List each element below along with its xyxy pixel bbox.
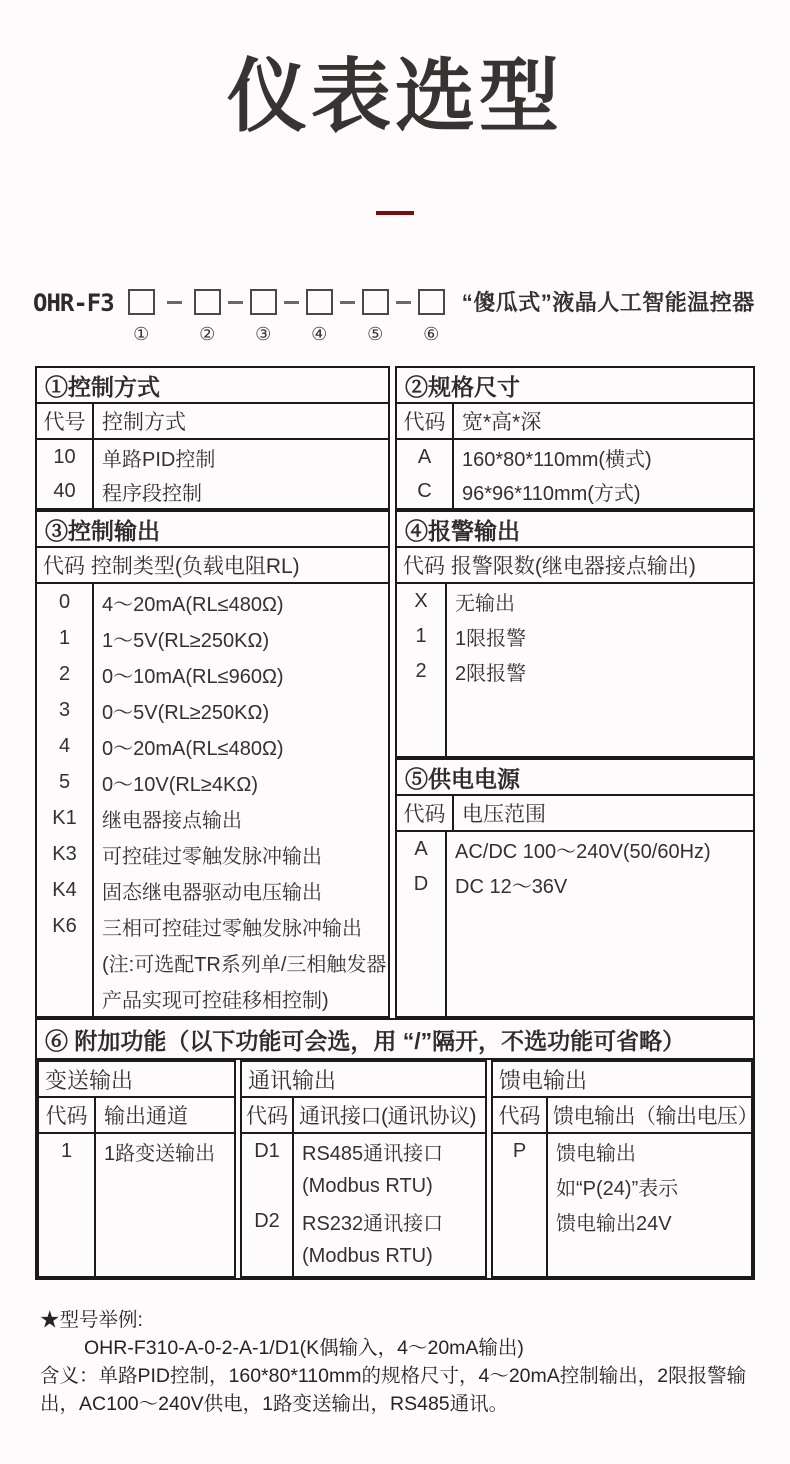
position-label-4: ④: [311, 324, 328, 344]
model-digit-box-5: [362, 289, 389, 315]
row-desc: 1～5V(RL≥250KΩ): [102, 629, 270, 652]
model-prefix: OHR-F3: [33, 289, 114, 317]
position-label-5: ⑤: [367, 324, 384, 344]
desc-column-header: 宽*高*深: [462, 411, 542, 434]
section-size-spec: [395, 366, 755, 510]
row-desc: 如“P(24)”表示: [556, 1178, 679, 1200]
code-column-header: 代码: [493, 1098, 548, 1132]
dash-separator: [228, 301, 243, 304]
model-digit-box-4: [306, 289, 333, 315]
section-3-rows: [37, 584, 388, 1016]
desc-column: [454, 440, 753, 508]
row-code: C: [417, 479, 432, 502]
row-desc: (Modbus RTU): [302, 1175, 433, 1197]
section-1-column-headers: [37, 404, 388, 440]
row-desc: 0～5V(RL≥250KΩ): [102, 701, 270, 724]
section-power-supply: [395, 758, 755, 1018]
group-title: 变送输出: [39, 1062, 234, 1098]
desc-column: [447, 832, 753, 1016]
section-4-title: ④报警输出: [397, 512, 753, 548]
example-label: ★型号举例:: [40, 1309, 143, 1331]
position-label-1: ①: [133, 324, 150, 344]
row-code: K3: [52, 842, 77, 865]
row-code: 0: [58, 590, 71, 613]
desc-column-header: 输出通道: [104, 1105, 188, 1128]
section-2-title: ②规格尺寸: [397, 368, 753, 404]
group-column-headers: [493, 1098, 758, 1134]
code-column-header: 代号: [37, 404, 94, 438]
group-column-headers: [242, 1098, 485, 1134]
group-feed-output: [491, 1060, 758, 1278]
row-code: D2: [254, 1210, 280, 1232]
code-column-header: 代码: [39, 1098, 96, 1132]
section-6-groups: [37, 1060, 758, 1278]
model-slot-3: [250, 289, 277, 344]
row-code: 1: [58, 626, 71, 649]
section-5-column-headers: [397, 796, 753, 832]
row-desc: (注:可选配TR系列单/三相触发器: [102, 953, 387, 976]
desc-column-header: 电压范围: [462, 803, 546, 826]
section-2-column-headers: [397, 404, 753, 440]
model-slot-5: [362, 289, 389, 344]
desc-column-header: 控制方式: [102, 411, 186, 434]
row-desc: RS485通讯接口: [302, 1143, 444, 1165]
section-1-title: ①控制方式: [37, 368, 388, 404]
code-column: [37, 440, 94, 508]
row-code: 2: [58, 662, 71, 685]
group-title: 通讯输出: [242, 1062, 485, 1098]
group-transmit-output: [37, 1060, 236, 1278]
row-code: P: [512, 1140, 527, 1162]
section-3-column-headers: 代码 控制类型(负载电阻RL): [37, 548, 388, 584]
section-5-rows: [397, 832, 753, 1016]
section-control-output: [35, 510, 390, 1018]
desc-column: [548, 1134, 751, 1276]
desc-column-header: 馈电输出（输出电压）: [553, 1105, 758, 1128]
row-desc: 馈电输出24V: [556, 1213, 672, 1235]
model-example-block: [32, 1306, 758, 1418]
code-column: [397, 584, 447, 756]
code-column: [37, 584, 94, 1016]
row-desc: 产品实现可控硅移相控制): [102, 989, 329, 1012]
code-column: [493, 1134, 548, 1276]
row-code: K6: [52, 914, 77, 937]
row-desc: 单路PID控制: [102, 448, 216, 471]
dash-separator: [284, 301, 299, 304]
row-desc: 160*80*110mm(横式): [462, 448, 652, 471]
group-title: 馈电输出: [493, 1062, 751, 1098]
row-code: [37, 944, 92, 980]
row-code: D1: [254, 1140, 280, 1162]
group-comm-output: [240, 1060, 487, 1278]
row-code: [37, 980, 92, 1016]
row-code: A: [417, 445, 432, 468]
group-rows: [493, 1134, 751, 1276]
row-code: 40: [53, 479, 76, 502]
section-5-title: ⑤供电电源: [397, 760, 753, 796]
model-digit-box-2: [194, 289, 221, 315]
row-code: 2: [415, 660, 427, 682]
dash-separator: [340, 301, 355, 304]
section-control-mode: [35, 366, 390, 510]
dash-separator: [396, 301, 411, 304]
code-column: [397, 832, 447, 1016]
position-label-6: ⑥: [423, 324, 440, 344]
position-label-3: ③: [255, 324, 272, 344]
row-code: [242, 1239, 292, 1274]
desc-column: [447, 584, 753, 756]
desc-column: [294, 1134, 485, 1276]
row-code: K1: [52, 806, 77, 829]
row-code: A: [414, 838, 428, 860]
code-column-header: 代码: [397, 404, 454, 438]
row-code: 3: [58, 698, 71, 721]
model-slot-1: [128, 289, 155, 344]
section-additional-functions: [35, 1018, 758, 1280]
model-description: “傻瓜式”液晶人工智能温控器: [461, 290, 755, 315]
row-desc: 固态继电器驱动电压输出: [102, 881, 322, 904]
row-desc: 可控硅过零触发脉冲输出: [102, 845, 322, 868]
row-desc: 1路变送输出: [104, 1143, 216, 1165]
section-4-column-headers: 代码 报警限数(继电器接点输出): [397, 548, 753, 584]
row-desc: AC/DC 100～240V(50/60Hz): [455, 841, 711, 863]
row-code: [242, 1169, 292, 1204]
section-6-title: ⑥ 附加功能（以下功能可会选，用 “/”隔开，不选功能可省略）: [37, 1020, 753, 1060]
row-code: 1: [60, 1140, 73, 1162]
desc-column: [94, 440, 388, 508]
row-desc: RS232通讯接口: [302, 1213, 444, 1235]
example-model: OHR-F310-A-0-2-A-1/D1(K偶输入，4～20mA输出): [84, 1337, 524, 1359]
row-desc: 无输出: [455, 593, 515, 615]
row-desc: 2限报警: [455, 663, 527, 685]
row-desc: 0～10V(RL≥4KΩ): [102, 773, 258, 796]
model-slot-4: [306, 289, 333, 344]
model-code-line: [33, 289, 790, 344]
model-digit-box-1: [128, 289, 155, 315]
code-column-header: 代码: [242, 1098, 294, 1132]
row-desc: 程序段控制: [102, 482, 202, 505]
section-1-rows: [37, 440, 388, 508]
section-2-rows: [397, 440, 753, 508]
row-code: 5: [58, 770, 71, 793]
row-code: X: [414, 590, 428, 612]
section-alarm-output: [395, 510, 755, 758]
desc-column: [96, 1134, 234, 1276]
position-label-2: ②: [199, 324, 216, 344]
code-column: [397, 440, 454, 508]
example-meaning: 含义：单路PID控制，160*80*110mm的规格尺寸，4～20mA控制输出，2限报警输出，AC100～240V供电，1路变送输出，RS485通讯。: [40, 1365, 747, 1415]
row-code: [493, 1204, 546, 1239]
code-column: [242, 1134, 294, 1276]
model-digit-box-6: [418, 289, 445, 315]
row-code: [493, 1169, 546, 1204]
row-code: 4: [58, 734, 71, 757]
dash-separator: [167, 301, 182, 304]
row-desc: 1限报警: [455, 628, 527, 650]
row-code: 10: [53, 445, 76, 468]
row-desc: (Modbus RTU): [302, 1245, 433, 1267]
model-slots: [128, 289, 445, 344]
section-4-rows: [397, 584, 753, 756]
model-slot-2: [194, 289, 221, 344]
row-desc: 0～10mA(RL≤960Ω): [102, 665, 284, 688]
row-code: 1: [415, 625, 427, 647]
group-column-headers: [39, 1098, 234, 1134]
row-desc: 4～20mA(RL≤480Ω): [102, 593, 284, 616]
red-divider-line: [376, 211, 414, 215]
model-digit-box-3: [250, 289, 277, 315]
selection-table: [35, 366, 758, 1280]
row-desc: 96*96*110mm(方式): [462, 482, 641, 505]
group-rows: [39, 1134, 234, 1276]
page-title: 仪表选型: [227, 52, 563, 141]
code-column: [39, 1134, 96, 1276]
row-desc: 三相可控硅过零触发脉冲输出: [102, 917, 362, 940]
row-code: D: [413, 873, 429, 895]
code-column-header: 代码: [397, 796, 454, 830]
row-code: K4: [52, 878, 77, 901]
desc-column: [94, 584, 388, 1016]
row-desc: 0～20mA(RL≤480Ω): [102, 737, 284, 760]
row-desc: DC 12～36V: [455, 876, 568, 898]
model-slot-6: [418, 289, 445, 344]
section-3-title: ③控制输出: [37, 512, 388, 548]
group-rows: [242, 1134, 485, 1276]
desc-column-header: 通讯接口(通讯协议): [299, 1105, 476, 1128]
row-desc: 馈电输出: [556, 1143, 636, 1165]
row-desc: 继电器接点输出: [102, 809, 242, 832]
